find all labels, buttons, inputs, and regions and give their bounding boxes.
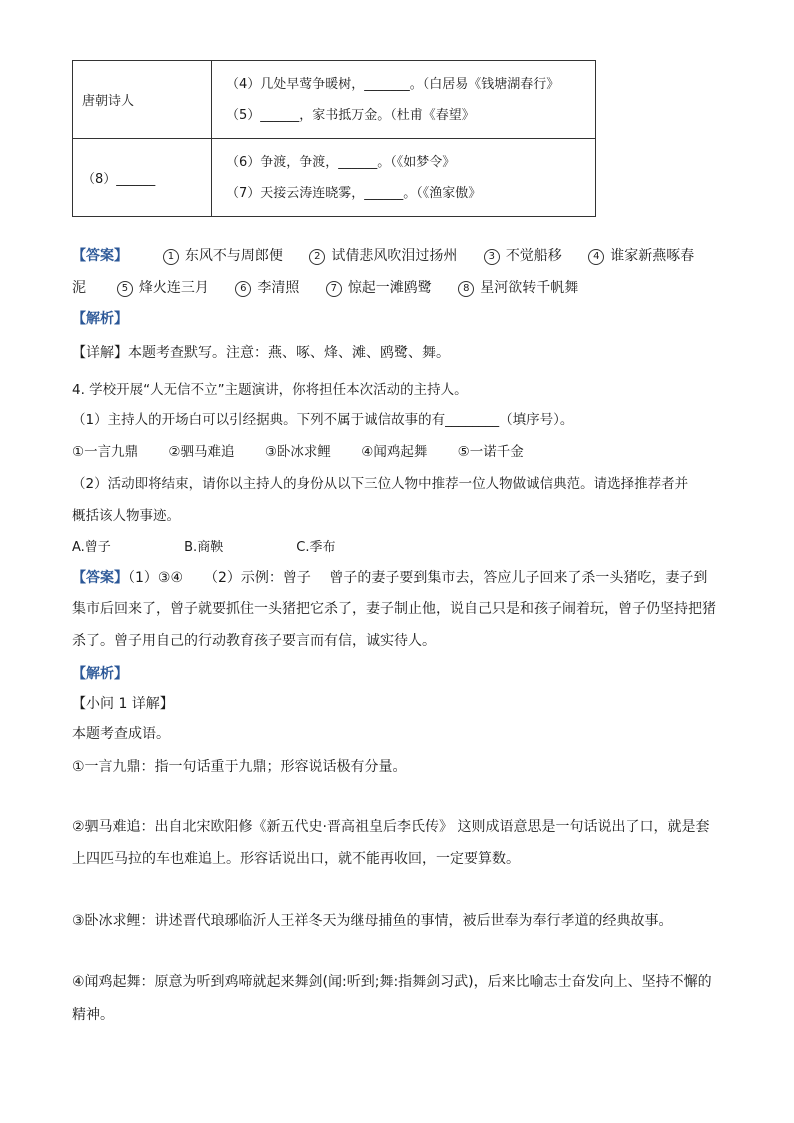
answer-item: 7 惊起一滩鸥鹭 bbox=[326, 280, 432, 296]
answer-item: 8 星河欲转千帆舞 bbox=[458, 280, 578, 296]
small-question-heading: 【小问 1 详解】 bbox=[72, 696, 174, 712]
fill-blank-line: （6）争渡，争渡，______。（《如梦令》 bbox=[226, 154, 456, 170]
q4-answer-line3: 杀了。曾子用自己的行动教育孩子要言而有信，诚实待人。 bbox=[72, 633, 436, 649]
answer-tag: 【答案】 bbox=[72, 570, 128, 586]
idiom-options bbox=[72, 442, 724, 462]
fill-blank-line: （7）天接云涛连晓雾，______。（《渔家傲》 bbox=[226, 185, 482, 201]
idiom-option: ⑤一诺千金 bbox=[457, 444, 524, 460]
person-options bbox=[72, 538, 724, 558]
idiom-explanation: ④闻鸡起舞：原意为听到鸡啼就起来舞剑(闻:听到;舞:指舞剑习武)，后来比喻志士奋发向上、坚持不懈的 bbox=[72, 974, 712, 990]
fill-blank-line: （5）______，家书抵万金。（杜甫《春望》 bbox=[226, 107, 475, 123]
idiom-option: ④闻鸡起舞 bbox=[361, 444, 428, 460]
answer-item: 2 试倩悲风吹泪过扬州 bbox=[309, 248, 457, 264]
q4-sub2-line1: （2）活动即将结束，请你以主持人的身份从以下三位人物中推荐一位人物做诚信典范。请选择推荐者并 bbox=[72, 476, 689, 492]
answer-item: 6 李清照 bbox=[235, 280, 299, 296]
topic-line: 本题考查成语。 bbox=[72, 726, 170, 742]
q3-answers-line2: 泥 5 烽火连三月 6 李清照 7 惊起一滩鸥鹭 8 星河欲转千帆舞 bbox=[72, 280, 579, 296]
analysis-tag: 【解析】 bbox=[72, 666, 128, 682]
q4-answer-line1: 【答案】（1）③④ （2）示例：曾子 曾子的妻子要到集市去，答应儿子回来了杀一头猪吃，妻子到 bbox=[72, 570, 708, 586]
table-row bbox=[73, 61, 596, 139]
person-option: B.商鞅 bbox=[184, 540, 224, 555]
answer-item: 3 不觉船移 bbox=[484, 248, 562, 264]
q4-sub2-line2: 概括该人物事迹。 bbox=[72, 508, 180, 524]
poem-table bbox=[72, 60, 596, 217]
idiom-explanation-cont: 上四匹马拉的车也难追上。形容话说出口，就不能再收回，一定要算数。 bbox=[72, 851, 520, 867]
idiom-option: ③卧冰求鲤 bbox=[264, 444, 331, 460]
person-option: A.曾子 bbox=[72, 540, 111, 555]
idiom-explanation-cont: 精神。 bbox=[72, 1007, 114, 1023]
idiom-option: ①一言九鼎 bbox=[72, 444, 139, 460]
q4-sub1: （1）主持人的开场白可以引经据典。下列不属于诚信故事的有________（填序号）。 bbox=[72, 412, 574, 428]
person-option: C.季布 bbox=[296, 540, 336, 555]
table-row-content bbox=[212, 61, 596, 139]
answer-item: 4 谁家新燕啄春 bbox=[588, 248, 694, 264]
q3-detail: 【详解】本题考查默写。注意：燕、啄、烽、滩、鸥鹭、舞。 bbox=[72, 345, 450, 361]
answer-item: 1 东风不与周郎便 bbox=[163, 248, 283, 264]
table-row-content bbox=[212, 139, 596, 217]
analysis-tag: 【解析】 bbox=[72, 311, 128, 327]
table-row-label: 唐朝诗人 bbox=[73, 61, 212, 139]
fill-blank-line: （4）几处早莺争暖树，_______。（白居易《钱塘湖春行》 bbox=[226, 76, 560, 92]
idiom-option: ②驷马难追 bbox=[168, 444, 235, 460]
answer-tag: 【答案】 bbox=[72, 248, 128, 264]
idiom-explanation: ③卧冰求鲤：讲述晋代琅琊临沂人王祥冬天为继母捕鱼的事情，被后世奉为奉行孝道的经典故事。 bbox=[72, 913, 673, 929]
idiom-explanation: ②驷马难追：出自北宋欧阳修《新五代史·晋高祖皇后李氏传》 这则成语意思是一句话说出了口，就是套 bbox=[72, 819, 710, 835]
answer-item: 5 烽火连三月 bbox=[117, 280, 209, 296]
table-row bbox=[73, 139, 596, 217]
q4-title: 4. 学校开展“人无信不立”主题演讲，你将担任本次活动的主持人。 bbox=[72, 382, 468, 398]
q3-answers-line1 bbox=[72, 246, 724, 266]
q4-answer-line2: 集市后回来了，曾子就要抓住一头猪把它杀了，妻子制止他，说自己只是和孩子闹着玩，曾子仍坚持把猪 bbox=[72, 601, 716, 617]
table-row-label: （8）______ bbox=[73, 139, 212, 217]
idiom-explanation: ①一言九鼎：指一句话重于九鼎；形容说话极有分量。 bbox=[72, 759, 407, 775]
